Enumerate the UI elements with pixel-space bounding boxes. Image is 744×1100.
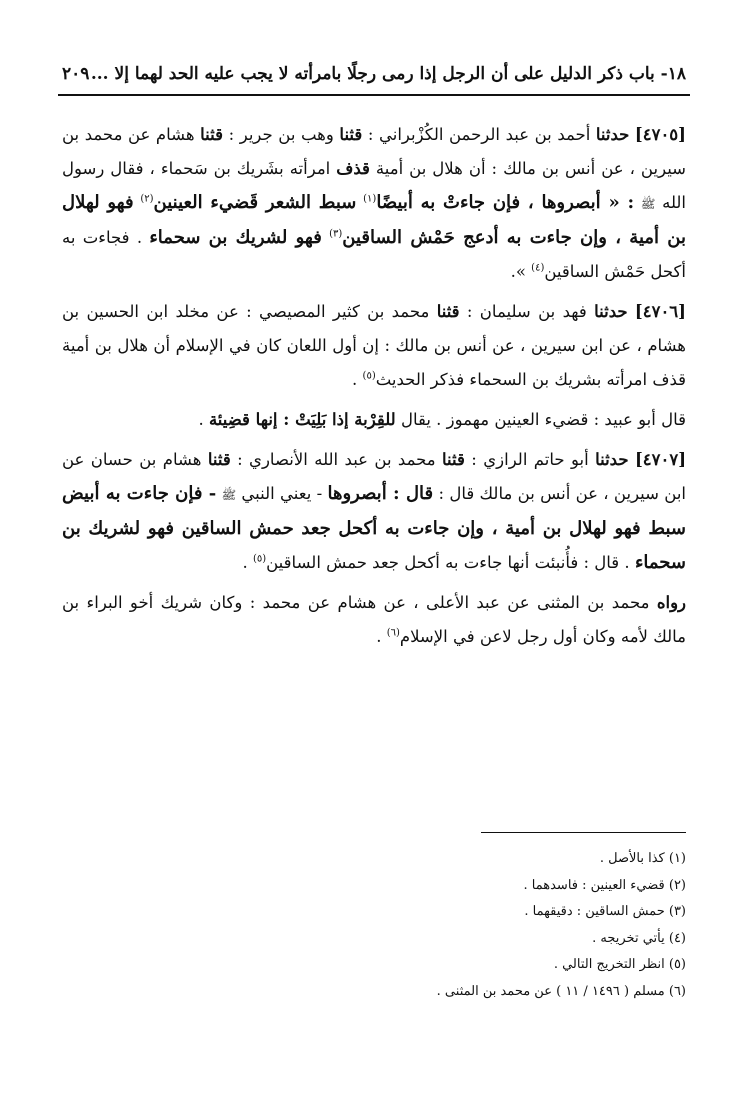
header-title: ١٨- باب ذكر الدليل على أن الرجل إذا رمى رجلًا بامرأته لا يجب عليه الحد لهما إلا ...: [90, 64, 686, 84]
salutation-glyph: ﷺ: [640, 197, 656, 211]
hadith-4705: [٤٧٠٥] حدثنا أحمد بن عبد الرحمن الكُزْبراني : قثنا وهب بن جرير : قثنا هشام عن محمد بن سيرين ، عن أنس بن مالك : أن هلال بن أمية قذف امرأته بشَريك بن سَحماء ، فقال رسول الله ﷺ : « أبصروها ، فإن جاءتْ به أبيضًا$^{(١)}$ سبط الشعر قَضيء العينين$^{(٢)}$ فهو لهلال بن أمية ، وإن جاءت به أدعج حَمْش الساقين$^{(٣)}$ فهو لشريك بن سحماء . فجاءت به أكحل حَمْش الساقين$^{(٤)}$ ».: [62, 125, 687, 281]
main-text: [62, 118, 686, 660]
hadith-number: [٤٧٠٥]: [634, 125, 686, 144]
footnote-item: (١) كذا بالأصل .: [599, 851, 686, 866]
footnote-item: (٢) قضيء العينين : فاسدهما .: [523, 877, 686, 893]
hadith-4707: [٤٧٠٧] حدثنا أبو حاتم الرازي : قثنا محمد بن عبد الله الأنصاري : قثنا هشام بن حسان عن ابن سيرين ، عن أنس بن مالك قال : قال : أبصروها - يعني النبي ﷺ - فإن جاءت به أبيض سبط فهو لهلال بن أمية ، وإن جاءت به أكحل جعد حمش الساقين فهو لشريك بن سحماء . قال : فأُنبئت أنها جاءت به أكحل جعد حمش الساقين$^{(٥)}$ .: [62, 450, 687, 573]
abu-ubaid-note: قال أبو عبيد : قضيء العينين مهموز . يقال للقِرْبة إذا بَلِيَتْ : إنها قضِيئة .: [198, 410, 686, 429]
footnote-ref[interactable]: (١): [363, 193, 377, 205]
page-number: ٢٠٩: [62, 64, 90, 84]
footnote-ref[interactable]: (٢): [140, 193, 154, 205]
header-divider: [58, 94, 690, 96]
salutation-glyph: ﷺ: [221, 488, 237, 502]
footnotes: [200, 846, 686, 1005]
riwayah-note: رواه محمد بن المثنى عن عبد الأعلى ، عن هشام عن محمد : وكان شريك أخو البراء بن مالك لأمه وكان أول رجل لاعن في الإسلام$^{(٦)}$ .: [62, 593, 687, 646]
footnote-item: (٣) حمش الساقين : دقيقهما .: [524, 904, 686, 919]
footnote-ref[interactable]: (٣): [329, 228, 343, 240]
footnote-item: (٤) يأتي تخريجه .: [592, 930, 686, 946]
hadith-number: [٤٧٠٧]: [634, 450, 687, 469]
hadith-4706: [٤٧٠٦] حدثنا فهد بن سليمان : قثنا محمد بن كثير المصيصي : عن مخلد ابن الحسين بن هشام ، عن ابن سيرين ، عن أنس بن مالك : إن أول اللعان كان في الإسلام أن هلال بن أمية قذف امرأته بشريك بن السحماء فذكر الحديث$^{(٥)}$ .: [62, 302, 686, 389]
footnote-ref[interactable]: (٥): [252, 553, 267, 565]
footnote-ref[interactable]: (٤): [531, 262, 545, 274]
footnote-divider: [481, 832, 686, 833]
footnote-item: (٦) مسلم ( ١٤٩٦ / ١١ ) عن محمد بن المثنى .: [436, 983, 686, 999]
hadith-number: [٤٧٠٦]: [634, 302, 686, 321]
running-header: [62, 60, 686, 88]
footnote-ref[interactable]: (٥): [362, 370, 376, 382]
footnote-ref[interactable]: (٦): [386, 627, 400, 639]
footnote-item: (٥) انظر التخريج التالي .: [553, 957, 686, 972]
